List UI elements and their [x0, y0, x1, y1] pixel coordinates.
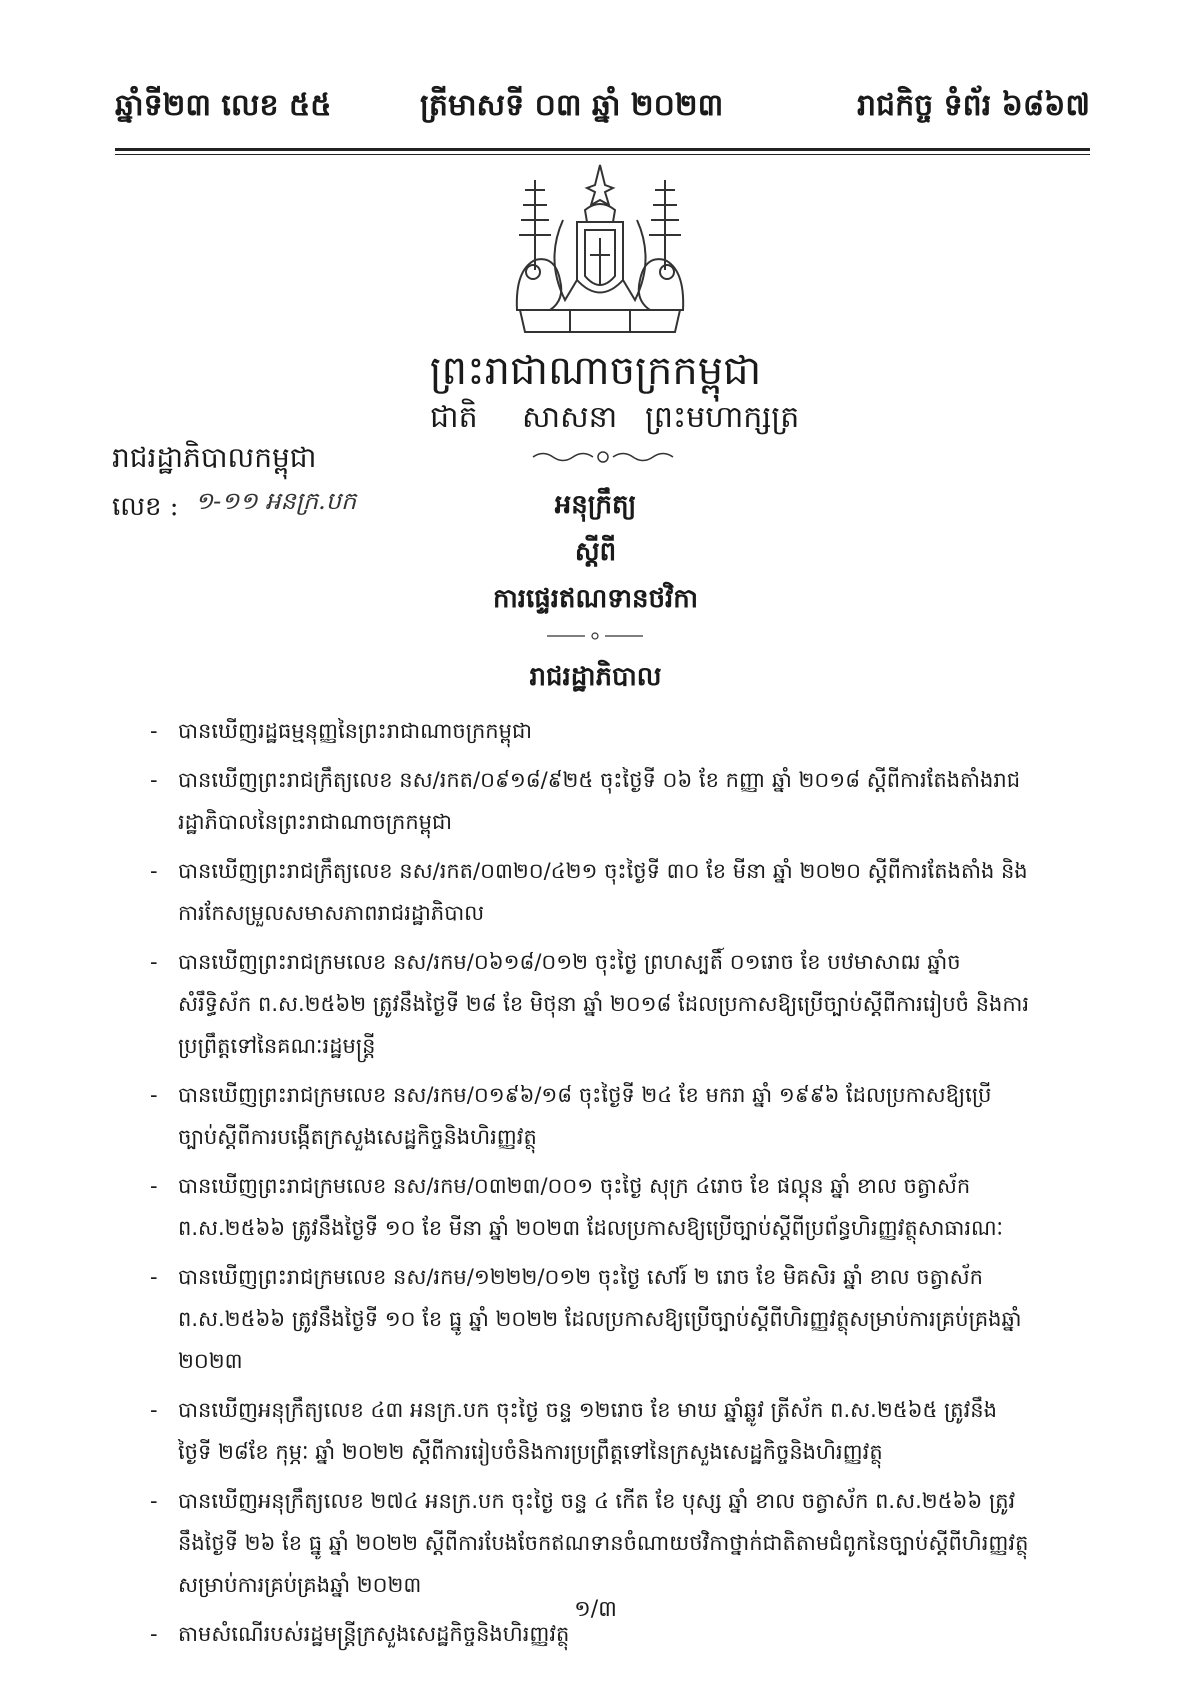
issuer-name: រាជរដ្ឋាភិបាលកម្ពុជា — [112, 441, 317, 474]
header-year-issue: ឆ្នាំទី២៣ លេខ ៥៥ — [115, 88, 332, 123]
body-heading: រាជរដ្ឋាភិបាល — [529, 662, 662, 692]
list-item: - បានឃើញអនុក្រឹត្យលេខ ២៧៤ អនក្រ.បក ចុះថ្ងៃ ចន្ទ ៤ កើត ខែ បុស្ស ឆ្នាំ ខាល ចត្វាស័ក ព.ស.២៥៦៦ ត្រូវនឹងថ្ងៃទី ២៦ ខែ ធ្នូ ឆ្នាំ ២០២២ ស្តីពីការបែងចែកឥណទានចំណាយថវិកាថ្នាក់ជាតិតាមជំពូកនៃច្បាប់ស្តីពីហិរញ្ញវត្ថុសម្រាប់ការគ្រប់គ្រងឆ្នាំ ២០២៣ — [150, 1489, 1029, 1597]
small-ornament-icon — [545, 630, 645, 642]
document-number-label: លេខ : — [112, 492, 179, 522]
about-word: ស្តីពី — [574, 537, 617, 567]
list-item: - បានឃើញព្រះរាជក្រឹត្យលេខ នស/រកត/០៣២០/៤២១ ចុះថ្ងៃទី ៣០ ខែ មីនា ឆ្នាំ ២០២០ ស្តីពីការតែងតាំង និងការកែសម្រួលសមាសភាពរាជរដ្ឋាភិបាល — [150, 859, 1028, 925]
list-item: - បានឃើញព្រះរាជក្រមលេខ នស/រកម/០៦១៨/០១២ ចុះថ្ងៃ ព្រហស្បតិ៍ ០១រោច ខែ បឋមាសាឍ ឆ្នាំច សំរឹទ្ធិស័ក ព.ស.២៥៦២ ត្រូវនឹងថ្ងៃទី ២៨ ខែ មិថុនា ឆ្នាំ ២០១៨ ដែលប្រកាសឱ្យប្រើច្បាប់ស្តីពីការរៀបចំ និងការប្រព្រឹត្តទៅនៃគណៈរដ្ឋមន្ត្រី — [150, 950, 1029, 1058]
header-quarter: ត្រីមាសទី ០៣ ឆ្នាំ ២០២៣ — [420, 88, 724, 123]
list-item: - បានឃើញព្រះរាជក្រមលេខ នស/រកម/០១៩៦/១៨ ចុះថ្ងៃទី ២៤ ខែ មករា ឆ្នាំ ១៩៩៦ ដែលប្រកាសឱ្យប្រើច្បាប់ស្តីពីការបង្កើតក្រសួងសេដ្ឋកិច្ចនិងហិរញ្ញវត្ថុ — [150, 1083, 992, 1149]
document-number-handwritten: ១-១១ អនក្រ.បក — [195, 487, 357, 515]
list-item: - បានឃើញព្រះរាជក្រមលេខ នស/រកម/០៣២៣/០០១ ចុះថ្ងៃ សុក្រ ៤រោច ខែ ផល្គុន ឆ្នាំ ខាល ចត្វាស័ក ព.ស.២៥៦៦ ត្រូវនឹងថ្ងៃទី ១០ ខែ មីនា ឆ្នាំ ២០២៣ ដែលប្រកាសឱ្យប្រើច្បាប់ស្តីពីប្រព័ន្ធហិរញ្ញវត្ថុសាធារណៈ — [150, 1174, 1004, 1240]
header-rule-thin — [115, 154, 1090, 155]
list-item: - បានឃើញរដ្ឋធម្មនុញ្ញនៃព្រះរាជាណាចក្រកម្ពុជា — [150, 719, 532, 743]
document-type: អនុក្រឹត្យ — [554, 490, 637, 520]
kingdom-title: ព្រះរាជាណាចក្រកម្ពុជា — [429, 348, 762, 394]
header-page-ref: រាជកិច្ច ទំព័រ ៦៨៦៧ — [857, 88, 1090, 123]
gazette-header — [115, 86, 1090, 146]
document-subject: ការផ្ទេរឥណទានថវិកា — [492, 584, 699, 614]
royal-coat-of-arms-icon — [505, 160, 695, 340]
page-number: ១/៣ — [574, 1597, 617, 1622]
list-item: - តាមសំណើរបស់រដ្ឋមន្ត្រីក្រសួងសេដ្ឋកិច្ចនិងហិរញ្ញវត្ថុ — [150, 1622, 570, 1646]
list-item: - បានឃើញព្រះរាជក្រមលេខ នស/រកម/១២២២/០១២ ចុះថ្ងៃ សៅរ៍ ២ រោច ខែ មិគសិរ ឆ្នាំ ខាល ចត្វាស័ក ព.ស.២៥៦៦ ត្រូវនឹងថ្ងៃទី ១០ ខែ ធ្នូ ឆ្នាំ ២០២២ ដែលប្រកាសឱ្យប្រើច្បាប់ស្តីពីហិរញ្ញវត្ថុសម្រាប់ការគ្រប់គ្រងឆ្នាំ ២០២៣ — [150, 1265, 1022, 1373]
motto-religion: សាសនា — [522, 400, 618, 435]
ornament-divider-icon — [528, 448, 678, 466]
list-item: - បានឃើញព្រះរាជក្រឹត្យលេខ នស/រកត/០៩១៨/៩២៥ ចុះថ្ងៃទី ០៦ ខែ កញ្ញា ឆ្នាំ ២០១៨ ស្តីពីការតែងតាំងរាជរដ្ឋាភិបាលនៃព្រះរាជាណាចក្រកម្ពុជា — [150, 768, 1021, 834]
list-item: - បានឃើញអនុក្រឹត្យលេខ ៤៣ អនក្រ.បក ចុះថ្ងៃ ចន្ទ ១២រោច ខែ មាឃ ឆ្នាំឆ្លូវ ត្រីស័ក ព.ស.២៥៦៥ ត្រូវនឹងថ្ងៃទី ២៨ខែ កុម្ភៈ ឆ្នាំ ២០២២ ស្តីពីការរៀបចំនិងការប្រព្រឹត្តទៅនៃក្រសួងសេដ្ឋកិច្ចនិងហិរញ្ញវត្ថុ — [150, 1398, 997, 1464]
motto-nation: ជាតិ — [430, 400, 478, 435]
recitals-list — [150, 710, 1030, 1662]
header-rule-thick — [115, 148, 1090, 151]
motto-king: ព្រះមហាក្សត្រ — [645, 400, 800, 435]
